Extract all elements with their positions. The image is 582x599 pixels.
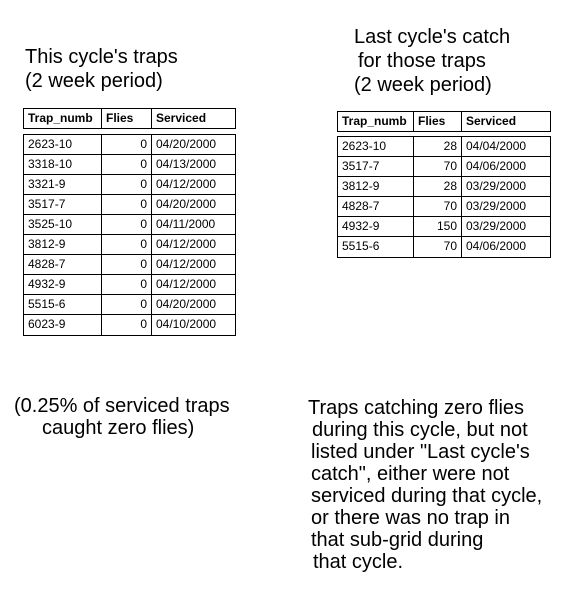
- heading-line: (2 week period): [25, 70, 163, 92]
- trap-number-cell: 4828-7: [338, 197, 414, 216]
- last-cycle-table-header: [337, 111, 551, 132]
- serviced-cell: 04/12/2000: [156, 277, 217, 291]
- column-header-trap-number[interactable]: Trap_numb: [24, 109, 102, 128]
- column-header-serviced[interactable]: Serviced: [156, 111, 207, 125]
- flies-cell: 28: [414, 137, 462, 156]
- trap-number-cell: 3812-9: [24, 235, 102, 254]
- serviced-cell: 04/12/2000: [156, 177, 217, 191]
- flies-cell: 0: [102, 175, 152, 194]
- table-row[interactable]: [24, 295, 235, 315]
- heading-line: This cycle's traps: [25, 46, 178, 68]
- table-row[interactable]: [24, 255, 235, 275]
- table-row[interactable]: [24, 215, 235, 235]
- note-line: catch", either were not: [311, 463, 510, 485]
- flies-cell: 0: [102, 275, 152, 294]
- serviced-cell: 04/20/2000: [156, 297, 217, 311]
- note-line: that sub-grid during: [311, 529, 484, 551]
- note-line: Traps catching zero flies: [308, 397, 525, 419]
- flies-cell: 0: [102, 295, 152, 314]
- trap-number-cell: 4932-9: [24, 275, 102, 294]
- note-line: or there was no trap in: [311, 507, 510, 529]
- table-row[interactable]: [338, 157, 550, 177]
- serviced-cell: 03/29/2000: [466, 179, 527, 193]
- flies-cell: 70: [414, 157, 462, 176]
- table-row[interactable]: [24, 275, 235, 295]
- flies-cell: 0: [102, 155, 152, 174]
- serviced-cell: 04/10/2000: [156, 317, 217, 331]
- note-line: during this cycle, but not: [312, 419, 528, 441]
- flies-cell: 28: [414, 177, 462, 196]
- flies-cell: 70: [414, 237, 462, 257]
- column-header-trap-number[interactable]: Trap_numb: [338, 112, 414, 131]
- table-row[interactable]: [24, 155, 235, 175]
- trap-number-cell: 2623-10: [338, 137, 414, 156]
- table-row[interactable]: [338, 237, 550, 257]
- serviced-cell: 03/29/2000: [466, 219, 527, 233]
- serviced-cell: 04/12/2000: [156, 257, 217, 271]
- serviced-cell: 04/20/2000: [156, 137, 217, 151]
- table-row[interactable]: [24, 195, 235, 215]
- trap-number-cell: 3318-10: [24, 155, 102, 174]
- serviced-cell: 04/20/2000: [156, 197, 217, 211]
- note-line: that cycle.: [313, 551, 404, 573]
- column-header-flies[interactable]: Flies: [414, 112, 462, 131]
- serviced-cell: 04/13/2000: [156, 157, 217, 171]
- serviced-cell: 04/11/2000: [156, 217, 216, 231]
- note-line: caught zero flies): [42, 417, 195, 439]
- serviced-cell: 04/06/2000: [466, 239, 527, 253]
- table-row[interactable]: [24, 175, 235, 195]
- trap-number-cell: 6023-9: [24, 315, 102, 335]
- flies-cell: 0: [102, 235, 152, 254]
- heading-line: (2 week period): [354, 74, 492, 96]
- trap-number-cell: 3517-7: [24, 195, 102, 214]
- note-line: listed under "Last cycle's: [311, 441, 530, 463]
- explanation-note: [308, 397, 542, 573]
- trap-number-cell: 5515-6: [338, 237, 414, 257]
- table-row[interactable]: [24, 135, 235, 155]
- trap-number-cell: 3321-9: [24, 175, 102, 194]
- trap-number-cell: 3525-10: [24, 215, 102, 234]
- table-row[interactable]: [338, 197, 550, 217]
- table-row[interactable]: [24, 315, 235, 335]
- serviced-cell: 04/12/2000: [156, 237, 217, 251]
- table-row[interactable]: [338, 137, 550, 157]
- trap-number-cell: 3812-9: [338, 177, 414, 196]
- table-row[interactable]: [338, 177, 550, 197]
- this-cycle-table: [23, 134, 236, 336]
- trap-number-cell: 4828-7: [24, 255, 102, 274]
- flies-cell: 0: [102, 215, 152, 234]
- note-line: (0.25% of serviced traps: [14, 395, 230, 417]
- flies-cell: 0: [102, 135, 152, 154]
- note-line: serviced during that cycle,: [311, 485, 543, 507]
- zero-flies-percentage-note: [14, 395, 230, 439]
- trap-number-cell: 4932-9: [338, 217, 414, 236]
- flies-cell: 0: [102, 255, 152, 274]
- last-cycle-table: [337, 136, 551, 258]
- table-row[interactable]: [24, 235, 235, 255]
- last-cycle-heading: [354, 25, 510, 97]
- serviced-cell: 04/06/2000: [466, 159, 527, 173]
- serviced-cell: 03/29/2000: [466, 199, 527, 213]
- flies-cell: 150: [414, 217, 462, 236]
- heading-line: for those traps: [358, 50, 486, 72]
- serviced-cell: 04/04/2000: [466, 139, 527, 153]
- this-cycle-heading: [25, 45, 178, 93]
- trap-number-cell: 3517-7: [338, 157, 414, 176]
- flies-cell: 0: [102, 195, 152, 214]
- column-header-serviced[interactable]: Serviced: [466, 114, 517, 128]
- flies-cell: 0: [102, 315, 152, 335]
- trap-number-cell: 2623-10: [24, 135, 102, 154]
- flies-cell: 70: [414, 197, 462, 216]
- this-cycle-table-header: [23, 108, 236, 129]
- column-header-flies[interactable]: Flies: [102, 109, 152, 128]
- trap-number-cell: 5515-6: [24, 295, 102, 314]
- heading-line: Last cycle's catch: [354, 26, 511, 48]
- table-row[interactable]: [338, 217, 550, 237]
